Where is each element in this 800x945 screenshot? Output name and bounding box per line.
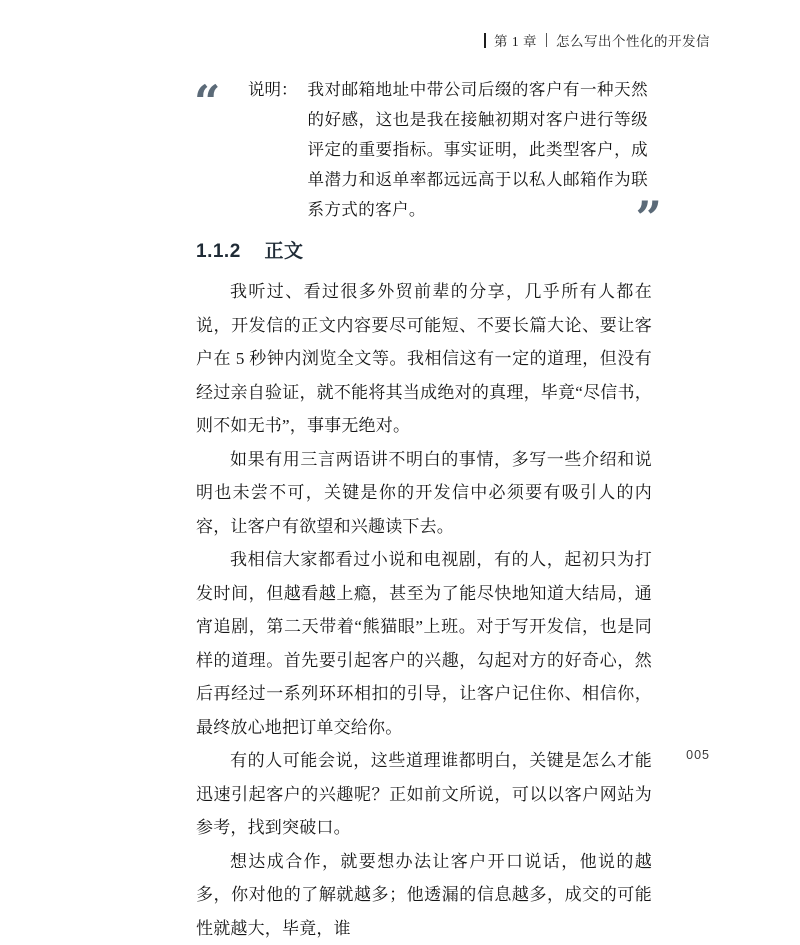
body-copy	[196, 275, 652, 945]
note-text: 我对邮箱地址中带公司后缀的客户有一种天然的好感，这也是我在接触初期对客户进行等级评定的重要指标。事实证明，此类型客户，成单潜力和返单率都远远高于以私人邮箱作为联系方式的客户。	[298, 75, 649, 225]
quote-close-icon: ”	[636, 195, 660, 241]
note-block-inner	[196, 75, 648, 225]
running-head-separator	[546, 33, 547, 47]
section-title: 正文	[265, 241, 304, 262]
paragraph: 有的人可能会说，这些道理谁都明白，关键是怎么才能迅速引起客户的兴趣呢？正如前文所说，可以以客户网站为参考，找到突破口。	[196, 744, 652, 845]
quote-open-icon: “	[194, 79, 218, 125]
running-head	[484, 30, 710, 50]
note-block	[196, 75, 648, 225]
paragraph: 我听过、看过很多外贸前辈的分享，几乎所有人都在说，开发信的正文内容要尽可能短、不要长篇大论、要让客户在 5 秒钟内浏览全文等。我相信这有一定的道理，但没有经过亲自验证，就不能将其当成绝对的真理，毕竟“尽信书，则不如无书”，事事无绝对。	[196, 275, 652, 443]
paragraph: 我相信大家都看过小说和电视剧，有的人，起初只为打发时间，但越看越上瘾，甚至为了能尽快地知道大结局，通宵追剧，第二天带着“熊猫眼”上班。对于写开发信，也是同样的道理。首先要引起客户的兴趣，勾起对方的好奇心，然后再经过一系列环环相扣的引导，让客户记住你、相信你，最终放心地把订单交给你。	[196, 543, 652, 744]
page-number: 005	[686, 748, 710, 762]
paragraph: 想达成合作，就要想办法让客户开口说话，他说的越多，你对他的了解就越多；他透漏的信息越多，成交的可能性就越大，毕竟，谁	[196, 845, 652, 945]
running-head-chapter-number: 第 1 章	[494, 30, 537, 50]
section-heading	[196, 236, 304, 263]
paragraph: 如果有用三言两语讲不明白的事情，多写一些介绍和说明也未尝不可，关键是你的开发信中必须要有吸引人的内容，让客户有欲望和兴趣读下去。	[196, 443, 652, 544]
section-number: 1.1.2	[196, 241, 241, 262]
running-head-rule	[484, 33, 486, 48]
running-head-chapter-title: 怎么写出个性化的开发信	[556, 30, 710, 50]
note-label: 说明：	[196, 75, 298, 225]
